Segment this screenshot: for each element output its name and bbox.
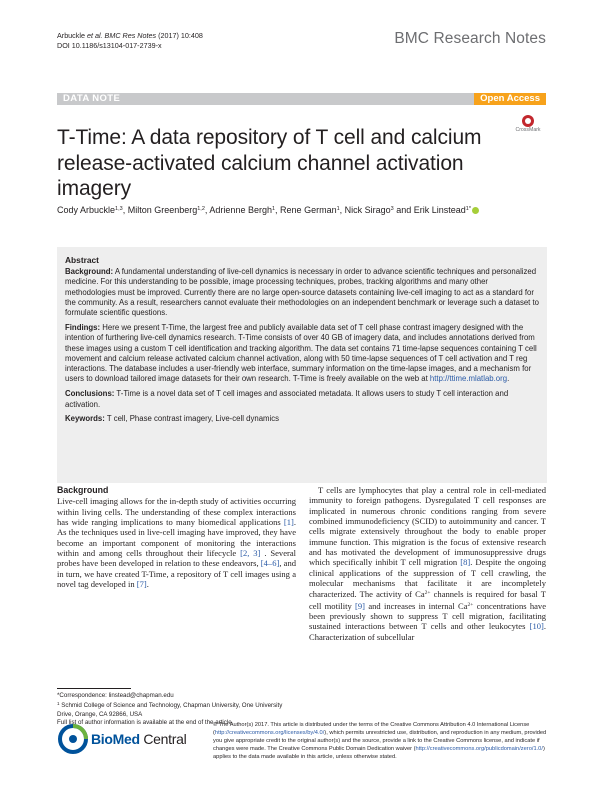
- citation-line: [57, 31, 203, 51]
- abstract-box: [57, 247, 547, 483]
- author-list: Cody Arbuckle$^{1,3}$, Milton Greenberg$^{1,2}$, Adrienne Bergh$^1$, Rene German$^1$, Nick Sirago$^3$ and Erik Linstead$^{1*}$: [57, 205, 479, 215]
- article-title: T-Time: A data repository of T cell and calcium release-activated calcium channel activation imagery: [57, 126, 482, 200]
- license-text: [213, 722, 547, 762]
- author-name: Nick Sirago: [344, 205, 391, 215]
- background-paragraph: [57, 496, 296, 589]
- body-text: and increases in internal Ca: [365, 600, 468, 611]
- publisher-plain: Central: [139, 731, 187, 747]
- body-text: T cells are lymphocytes that play a central role in cell-mediated immunity to foreign pathogens. Dysregulated T cell responses are implicated in numerous chronic conditions ranging from severe combined immunodeficiency (SCID) to autoimmunity and cancer. T cells migrate extensively throughout the body to enable proper immune function. This migration is the focus of extensive research and has motivated the development of immunosuppressive drugs which specifically inhibit T cell migration: [309, 485, 546, 568]
- body-text: channels is required for basal T cell motility: [309, 589, 546, 611]
- superscript: 2+: [467, 601, 474, 608]
- license-part: © The Author(s) 2017. This article is distributed under the terms of the Creative Commons Attribution 4.0 International License (: [213, 722, 530, 736]
- ref-link[interactable]: [9]: [355, 600, 366, 611]
- body-text: . As the techniques used in live-cell imaging have improved, they have become an important component of monitoring the interactions within and among cells throughout their lifecycle: [57, 517, 296, 559]
- citation-year: (2017) 10:408: [156, 31, 203, 40]
- author-name: Adrienne Bergh: [209, 205, 272, 215]
- crossmark-label: CrossMark: [515, 127, 541, 133]
- author-affiliation: 1,3: [115, 206, 123, 212]
- ref-link[interactable]: [8]: [460, 557, 471, 568]
- crossmark-icon: [522, 115, 534, 127]
- affiliation-number: 1: [57, 701, 60, 707]
- left-column: [57, 485, 296, 589]
- author-affiliation: 1: [336, 206, 340, 212]
- biomed-central-logo: [57, 723, 197, 757]
- author-name: Milton Greenberg: [127, 205, 198, 215]
- publisher-bold: BioMed: [91, 731, 140, 747]
- body-text: concentrations have been previously shown to suppress T cell migration, facilitating sustained interactions between T cells and other leukocytes: [309, 600, 546, 632]
- abstract-conclusions: [65, 389, 539, 410]
- tcell-paragraph: [309, 485, 546, 642]
- abstract-heading: Abstract: [65, 255, 99, 265]
- background-heading: Background: [57, 485, 109, 495]
- ref-link[interactable]: [1]: [283, 517, 294, 528]
- crossmark-button[interactable]: [507, 115, 549, 133]
- author-name: Erik Linstead: [413, 205, 466, 215]
- right-column: [309, 485, 546, 642]
- footnote-rule: [57, 688, 131, 689]
- abstract-keywords: [65, 414, 539, 424]
- background-text: A fundamental understanding of live-cell dynamics is necessary in order to advance scientific techniques and personalized medicine. For this understanding to be possible, image processing techniques, probes, tracking algorithms and many other methodologies must be improved. Currently there are no large open-source datasets containing live-cell imaging to act as a standard for the community. As a result, researchers cannot evaluate their methodologies on an independent benchmark or leverage such a dataset to formulate scientific questions.: [65, 267, 540, 318]
- background-label: Background:: [65, 267, 114, 276]
- journal-name: BMC Research Notes: [394, 30, 546, 47]
- affiliation-text: Schmid College of Science and Technology, Chapman University, One University Drive, Orange, CA 92866, USA: [57, 702, 283, 718]
- body-text: .: [146, 579, 149, 590]
- author-name: Cody Arbuckle: [57, 205, 116, 215]
- open-access-badge: Open Access: [474, 93, 546, 105]
- findings-label: Findings:: [65, 322, 101, 332]
- license-part: ), which permits unrestricted use, distribution, and reproduction in any medium, provided you give appropriate credit to the original author(s) and the source, provide a link to the Creative Commons license, and indicate if changes were made. The Creative Commons Public Domain Dedication waiver (: [213, 729, 547, 752]
- orcid-icon[interactable]: [472, 207, 479, 214]
- publisher-name: [91, 731, 186, 747]
- abstract-findings: [65, 323, 539, 385]
- conclusions-label: Conclusions:: [65, 389, 115, 399]
- body-text: Live-cell imaging allows for the in-depth study of activities occurring within living cells. The understanding of these complex interactions has wide ranging implications to many biomedical applications: [57, 496, 296, 528]
- cc-by-link[interactable]: http://creativecommons.org/licenses/by/4.0/: [214, 729, 325, 736]
- citation-authors: Arbuckle: [57, 31, 87, 40]
- authors-and: and: [393, 205, 414, 215]
- ref-link[interactable]: [2, 3]: [240, 548, 261, 559]
- correspondence: *Correspondence: linstead@chapman.edu: [57, 692, 174, 699]
- superscript: 2+: [424, 590, 431, 597]
- article-type: DATA NOTE: [63, 93, 121, 104]
- license-part: ) applies to the data made available in this article, unless otherwise stated.: [213, 745, 545, 760]
- body-text: , and in turn, we have created T-Time, a repository of T cell images using a novel tag developed in: [57, 558, 296, 590]
- findings-text: Here we present T-Time, the largest free and publicly available data set of T cell phase contrast imagery designed with the intention of furthering live-cell dynamics research. T-Time consists of over 40 GB of imagery data, and includes annotations derived from these images using a custom T cell identification and tracking algorithm. The data set contains 71 time-lapse sequences containing T cell movement and calcium release activated calcium channel activation, along with 50 time-lapse sequences of T cell activation and T reg interactions. The database includes a user-friendly web interface, summary information on the time-lapse images, and a mechanism for users to download tailored image datasets for their own research. T-Time is freely available on the web at: [65, 322, 537, 384]
- full-author-info: Full list of author information is available at the end of the article: [57, 719, 232, 727]
- ref-link[interactable]: [7]: [136, 579, 147, 590]
- doi: DOI 10.1186/s13104-017-2739-x: [57, 41, 162, 50]
- cc-zero-link[interactable]: http://creativecommons.org/publicdomain/zero/1.0/: [415, 745, 543, 752]
- ref-link[interactable]: [4–6]: [260, 558, 280, 569]
- body-text: . Despite the ongoing clinical applications of the suppression of T cell crawling, the molecular mechanisms that facilitate it are incompletely characterized. The activity of Ca: [309, 557, 546, 600]
- keywords-label: Keywords:: [65, 414, 105, 424]
- conclusions-text: T-Time is a novel data set of T cell images and associated metadata. It allows users to study T cell interaction and activation.: [65, 389, 509, 409]
- body-text: . Characterization of subcellular: [309, 621, 546, 642]
- citation-etal: et al. BMC Res Notes: [86, 31, 157, 40]
- author-name: Rene German: [280, 205, 337, 215]
- findings-end: .: [507, 374, 510, 384]
- author-affiliation: 1,2: [197, 206, 205, 212]
- author-affiliation: 1: [271, 206, 276, 212]
- affiliation-note: [57, 700, 297, 719]
- ref-link[interactable]: [10]: [529, 621, 544, 632]
- biomed-central-icon: [57, 723, 89, 755]
- author-affiliation: 3: [390, 206, 394, 212]
- abstract-background: [65, 267, 539, 318]
- body-text: . Several probes have been developed in relation to these endeavors,: [57, 548, 297, 569]
- keywords-text: T cell, Phase contrast imagery, Live-cell dynamics: [104, 414, 280, 424]
- author-affiliation: 1*: [465, 206, 471, 212]
- ttime-link[interactable]: http://ttime.mlatlab.org: [429, 374, 508, 384]
- article-type-bar: [57, 93, 546, 105]
